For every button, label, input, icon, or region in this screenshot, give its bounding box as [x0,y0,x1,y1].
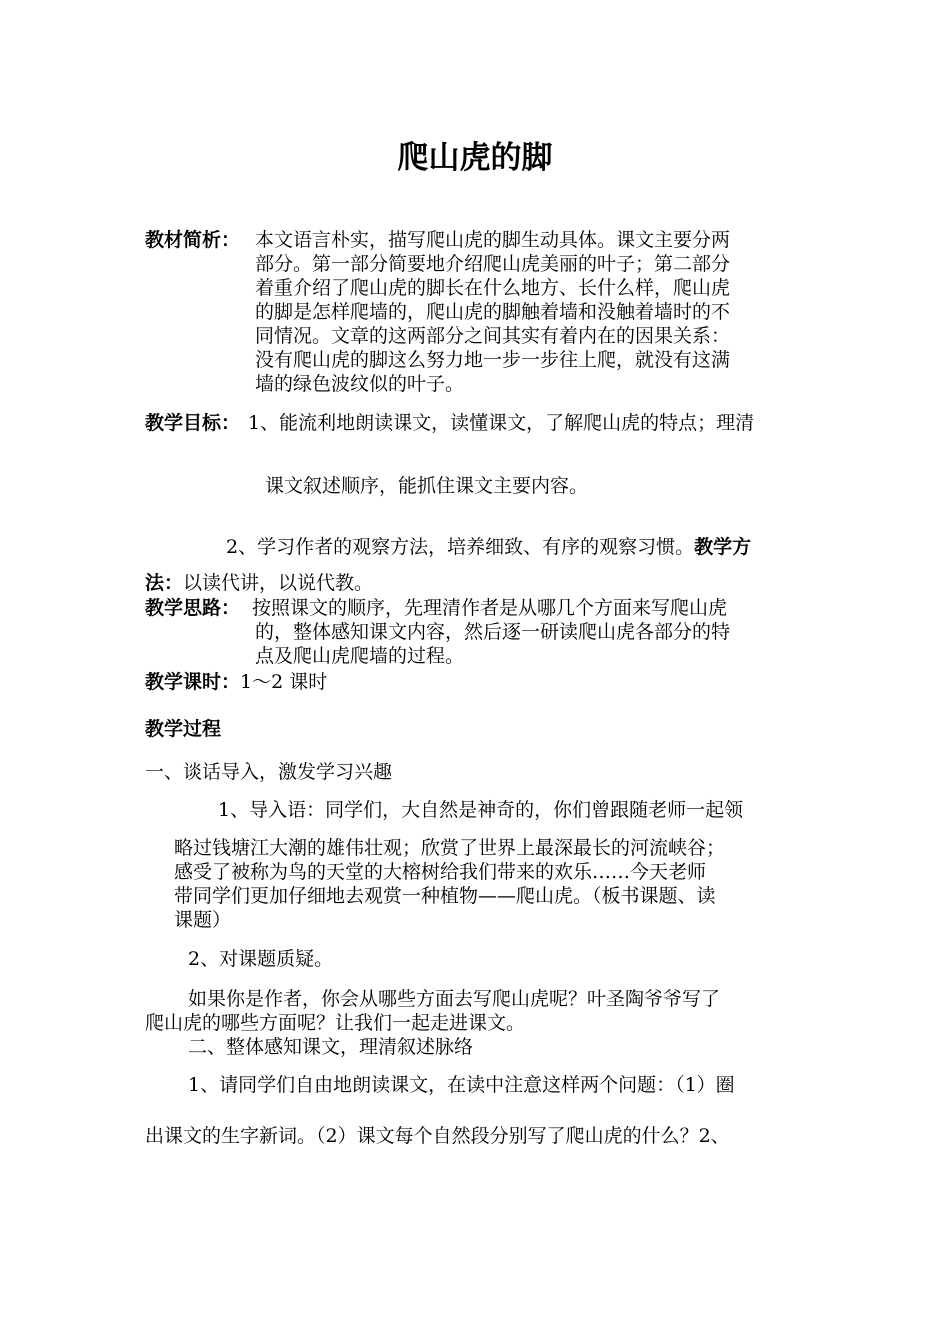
silu-label: 教学思路： [145,597,241,619]
mubiao-label: 教学目标： [145,412,241,434]
p4-line-2: 出课文的生字新词。（2）课文每个自然段分别写了爬山虎的什么？2、 [145,1125,730,1147]
silu-line-1: 按照课文的顺序，先理清作者是从哪几个方面来写爬山虎 [252,597,728,619]
p4-line-1: 1、请同学们自由地朗读课文，在读中注意这样两个问题：（1）圈 [188,1074,735,1096]
jiaocai-line-1: 本文语言朴实，描写爬山虎的脚生动具体。课文主要分两 [255,229,731,251]
fangfa-label-part1: 教学方 [694,536,752,558]
mubiao-line-2: 课文叙述顺序，能抓住课文主要内容。 [265,475,589,497]
p3-line-1: 如果你是作者，你会从哪些方面去写爬山虎呢？叶圣陶爷爷写了 [188,988,721,1010]
jiaocai-label: 教材简析： [145,229,241,251]
p1-line-4: 带同学们更加仔细地去观赏一种植物——爬山虎。（板书课题、读 [174,885,716,907]
silu-line-2: 的，整体感知课文内容，然后逐一研读爬山虎各部分的特 [255,621,731,643]
jiaocai-line-7: 墙的绿色波纹似的叶子。 [255,373,465,395]
keshi-line [145,670,327,694]
p2-line: 2、对课题质疑。 [188,948,334,970]
mubiao-line-1: 1、能流利地朗读课文，读懂课文，了解爬山虎的特点；理清 [248,412,755,434]
mubiao-goal-2: 2、学习作者的观察方法，培养细致、有序的观察习惯。 [226,536,695,558]
p1-line-2: 略过钱塘江大潮的雄伟壮观；欣赏了世界上最深最长的河流峡谷； [174,837,726,859]
jiaocai-line-5: 同情况。文章的这两部分之间其实有着内在的因果关系： [255,325,731,347]
fangfa-line [145,571,373,595]
section-1-heading: 一、谈话导入，激发学习兴趣 [145,761,393,783]
mubiao-line-3 [226,535,751,559]
jiaocai-line-6: 没有爬山虎的脚这么努力地一步一步往上爬，就没有这满 [255,349,731,371]
p1-line-1: 1、导入语：同学们，大自然是神奇的，你们曾跟随老师一起领 [218,799,744,821]
jiaocai-line-4: 的脚是怎样爬墙的，爬山虎的脚触着墙和没触着墙时的不 [255,301,731,323]
page-title: 爬山虎的脚 [397,140,553,176]
jiaocai-line-2: 部分。第一部分简要地介绍爬山虎美丽的叶子；第二部分 [255,253,731,275]
jiaocai-line-3: 着重介绍了爬山虎的脚长在什么地方、长什么样，爬山虎 [255,277,731,299]
fangfa-label-part2: 法： [145,572,184,594]
p1-line-3: 感受了被称为鸟的天堂的大榕树给我们带来的欢乐……今天老师 [174,861,707,883]
fangfa-text: 以读代讲，以说代教。 [183,572,374,594]
p1-line-5: 课题） [174,909,232,931]
guocheng-heading: 教学过程 [145,718,222,740]
p3-line-2: 爬山虎的哪些方面呢？让我们一起走进课文。 [145,1012,526,1034]
section-2-heading: 二、整体感知课文，理清叙述脉络 [188,1036,474,1058]
keshi-label: 教学课时： [145,671,241,693]
silu-line-3: 点及爬山虎爬墙的过程。 [255,645,465,667]
keshi-text: 1～2 课时 [240,671,328,693]
